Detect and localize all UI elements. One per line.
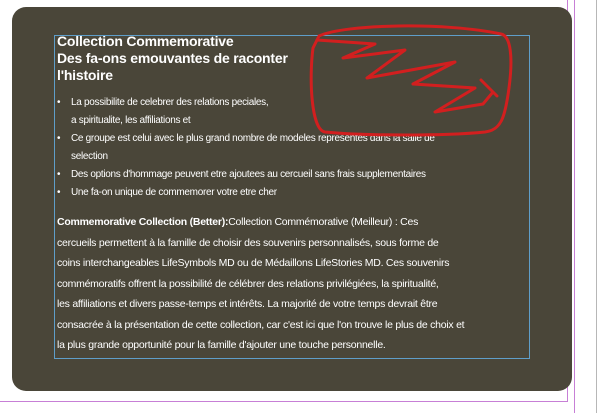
paragraph-line: Collection Commémorative (Meilleur) : Ces — [228, 216, 419, 228]
list-item-text: a spiritualite, les affiliations et — [71, 115, 191, 126]
list-item-text: • Ce groupe est celui avec le plus grand nombre de modeles representes dans la salle de — [71, 133, 435, 144]
red-scribble-annotation — [305, 18, 515, 138]
title-line-1: Collection Commemorative — [57, 33, 234, 49]
paragraph-line: commémoratifs offrent la possibilité de célébrer des relations privilégiées, la spiritualité, — [57, 277, 439, 290]
list-item-text: selection — [71, 151, 108, 162]
list-item — [57, 184, 527, 202]
body-paragraph — [57, 212, 527, 356]
list-item-text: • Une fa-on unique de commemorer votre etre cher — [71, 187, 277, 198]
list-item-text: • Des options d'hommage peuvent etre ajoutees au cercueil sans frais supplementaires — [71, 169, 426, 180]
paragraph-line: coins interchangeables LifeSymbols MD ou de Médaillons LifeStories MD. Ces souvenirs — [57, 257, 450, 269]
paragraph-line: les affiliations et divers passe-temps et intérêts. La majorité de votre temps devrait être — [57, 298, 438, 310]
paragraph-lead: Commemorative Collection (Better): — [57, 216, 229, 228]
paragraph-line: consacrée à la présentation de cette collection, car c'est ici que l'on trouve le plus de choix et — [57, 318, 465, 331]
list-item — [57, 166, 527, 184]
paragraph-line: cercueils permettent à la famille de choisir des souvenirs personnalisés, sous forme de — [57, 236, 439, 249]
list-item-text: • La possibilite de celebrer des relations peciales, — [71, 97, 269, 108]
title-line-3: l'histoire — [57, 67, 113, 83]
bleed-guide — [574, 0, 575, 413]
canvas-edge — [596, 0, 597, 413]
title-line-2: Des fa-ons emouvantes de raconter — [57, 50, 288, 66]
paragraph-line: la plus grande opportunité pour la famille d'ajouter une touche personnelle. — [57, 339, 386, 351]
